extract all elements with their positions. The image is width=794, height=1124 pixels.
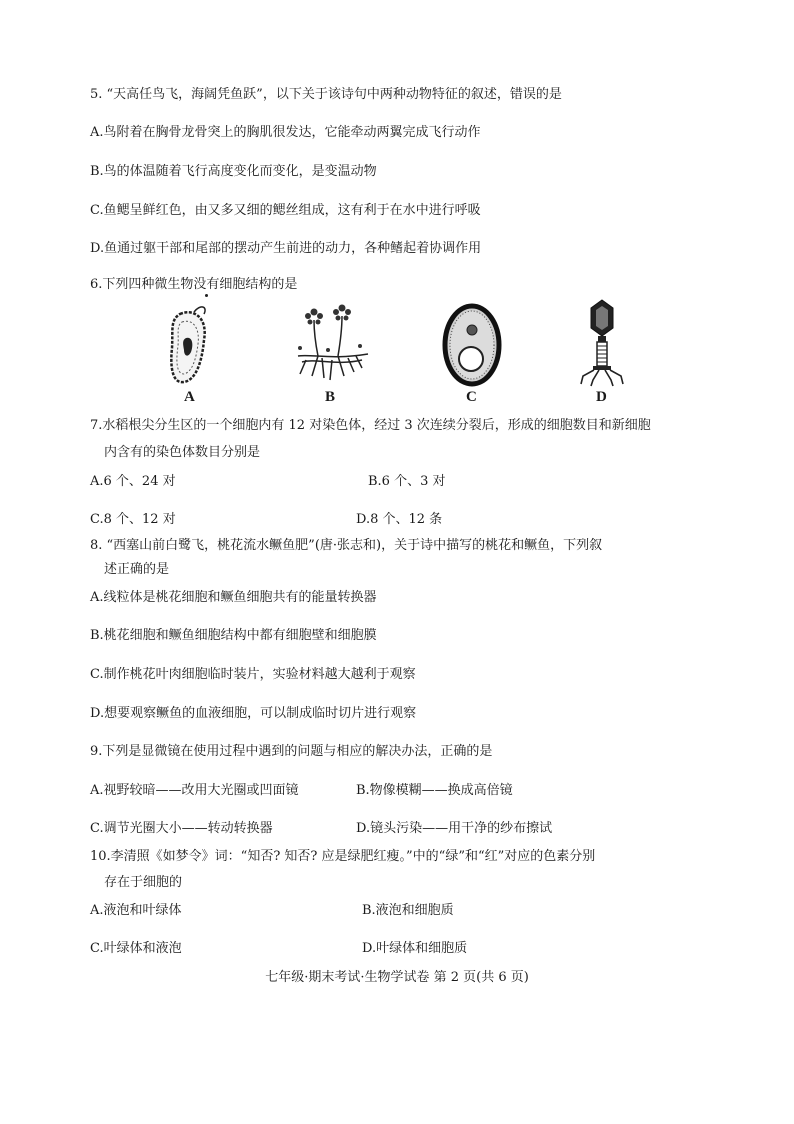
figure-a-label: A: [184, 389, 195, 405]
q8-option-c: C.制作桃花叶肉细胞临时装片，实验材料越大越利于观察: [90, 667, 416, 682]
q6-stem-emphasis: 没有: [193, 277, 220, 292]
q6-stem-before: 6.下列四种微生物: [90, 277, 194, 292]
q9-stem: 9.下列是显微镜在使用过程中遇到的问题与相应的解决办法，正确的是: [90, 744, 493, 759]
q8-stem-line1: 8. “西塞山前白鹭飞，桃花流水鳜鱼肥”(唐·张志和)，关于诗中描写的桃花和鳜鱼，下列叙: [90, 538, 603, 553]
q10-option-b: B.液泡和细胞质: [362, 903, 454, 918]
q7-option-a: A.6 个、24 对: [90, 474, 176, 489]
figure-c-yeast: [440, 302, 504, 388]
figure-c-label: C: [466, 389, 477, 405]
q9-option-d: D.镜头污染——用干净的纱布擦试: [356, 821, 553, 836]
q9-option-b: B.物像模糊——换成高倍镜: [356, 783, 513, 798]
page-footer: 七年级·期末考试·生物学试卷 第 2 页(共 6 页): [265, 970, 529, 985]
q8-option-a: A.线粒体是桃花细胞和鳜鱼细胞共有的能量转换器: [90, 590, 377, 605]
q5-option-b: B.鸟的体温随着飞行高度变化而变化，是变温动物: [90, 164, 377, 179]
figure-b-label: B: [325, 389, 336, 405]
q8-stem-line2: 述正确的是: [104, 562, 170, 577]
q5-option-d: D.鱼通过躯干部和尾部的摆动产生前进的动力，各种鳍起着协调作用: [90, 241, 482, 256]
figure-b-mold: [292, 300, 372, 390]
q5-option-c: C.鱼鳃呈鲜红色，由又多又细的鳃丝组成，这有利于在水中进行呼吸: [90, 203, 481, 218]
q7-option-b: B.6 个、3 对: [368, 474, 446, 489]
q10-option-d: D.叶绿体和细胞质: [362, 941, 468, 956]
q10-option-c: C.叶绿体和液泡: [90, 941, 182, 956]
q10-stem-line1: 10.李清照《如梦令》词：“知否? 知否? 应是绿肥红瘦。”中的“绿”和“红”对应的色素分别: [90, 849, 596, 864]
q5-stem: 5. “天高任鸟飞，海阔凭鱼跃”，以下关于该诗句中两种动物特征的叙述，错误的是: [90, 87, 562, 102]
q5-option-a: A.鸟附着在胸骨龙骨突上的胸肌很发达，它能牵动两翼完成飞行动作: [90, 125, 481, 140]
q9-option-c: C.调节光圈大小——转动转换器: [90, 821, 273, 836]
q7-option-c: C.8 个、12 对: [90, 512, 176, 527]
q8-option-d: D.想要观察鳜鱼的血液细胞，可以制成临时切片进行观察: [90, 706, 417, 721]
q8-option-b: B.桃花细胞和鳜鱼细胞结构中都有细胞壁和细胞膜: [90, 628, 377, 643]
q6-stem-after: 细胞结构的是: [219, 277, 298, 292]
figure-d-label: D: [596, 389, 607, 405]
q6-stem: [90, 276, 297, 294]
q10-stem-line2: 存在于细胞的: [104, 875, 183, 890]
figure-d-virus: [577, 298, 627, 388]
figure-a-bacterium: [160, 300, 220, 390]
q9-option-a: A.视野较暗——改用大光圈或凹面镜: [90, 783, 299, 798]
q7-stem-line2: 内含有的染色体数目分别是: [104, 445, 261, 460]
q7-stem-line1: 7.水稻根尖分生区的一个细胞内有 12 对染色体，经过 3 次连续分裂后，形成的细胞数目和新细胞: [90, 418, 651, 433]
q10-option-a: A.液泡和叶绿体: [90, 903, 182, 918]
q7-option-d: D.8 个、12 条: [356, 512, 443, 527]
